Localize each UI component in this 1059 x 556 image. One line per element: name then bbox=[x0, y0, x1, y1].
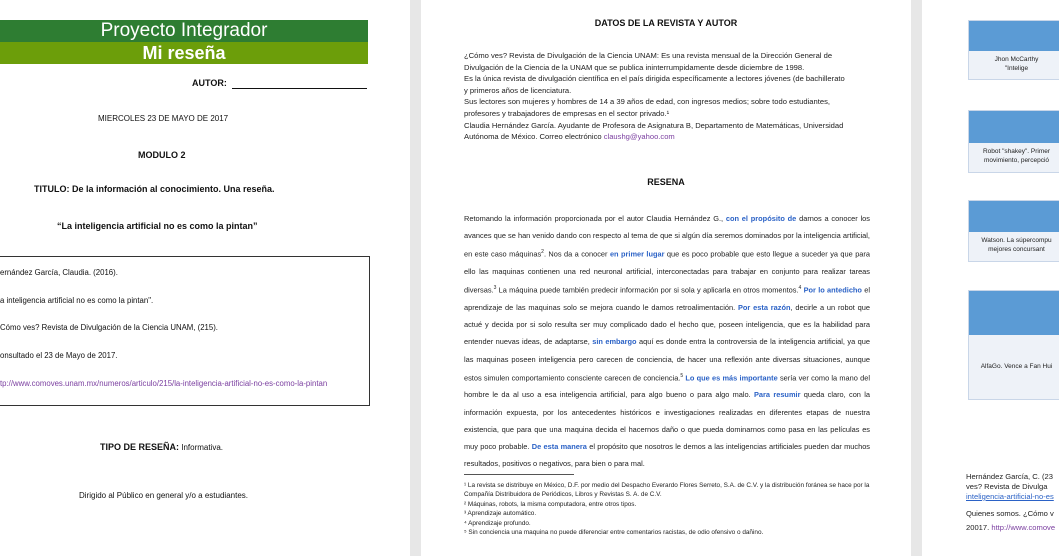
module: MODULO 2 bbox=[138, 150, 186, 160]
review-text: el aprendizaje de las maquinas solo se mejora cuando le damos retroalimentación. bbox=[464, 285, 870, 312]
review-connector: De esta manera bbox=[531, 442, 587, 452]
data-line: ¿Cómo ves? Revista de Divulgación de la Ciencia UNAM: Es una revista mensual de la Dirección General de bbox=[464, 51, 833, 60]
timeline-text: AlfaGo. Vence a Fan Hui bbox=[980, 363, 1053, 370]
footnote-ref: 5 bbox=[680, 372, 684, 379]
review-connector: sin embargo bbox=[592, 337, 637, 347]
timeline-box-header bbox=[969, 111, 1059, 143]
timeline-box bbox=[968, 200, 1059, 262]
data-line: Es la única revista de divulgación científica en el país dirigida específicamente a lectores jóvenes (de bachillerato bbox=[464, 74, 845, 84]
dirigido: Dirigido al Público en general y/o a estudiantes. bbox=[79, 491, 248, 500]
bib-line-1: Hernández García, C. (23 bbox=[966, 472, 1053, 481]
footnote: ³ Aprendizaje automático. bbox=[464, 510, 537, 518]
review-text: Retomando la información proporcionada por el autor Claudia Hernández G., bbox=[464, 214, 726, 223]
timeline-box-header bbox=[969, 201, 1059, 232]
review-connector: Por esta razón bbox=[737, 302, 791, 312]
data-line: profesores y trabajadores de empresas en el sector privado.¹ bbox=[464, 108, 670, 118]
ref-line-1: ernández García, Claudia. (2016). bbox=[0, 268, 118, 277]
quienes-somos: Quienes somos. ¿Cómo v bbox=[966, 509, 1054, 518]
year-prefix: 20017. bbox=[966, 523, 992, 532]
data-line: Sus lectores son mujeres y hombres de 14 a 39 años de edad, con ingresos medios; sobre todo estudiantes, bbox=[464, 97, 830, 107]
titulo bbox=[34, 184, 275, 194]
ref-line-3: Cómo ves? Revista de Divulgación de la Ciencia UNAM, (215). bbox=[0, 323, 218, 332]
timeline-text: movimiento, percepció bbox=[983, 157, 1050, 164]
ref-line-4: onsultado el 23 de Mayo de 2017. bbox=[0, 351, 118, 360]
review-connector: Por lo antedicho bbox=[803, 285, 862, 295]
email-link[interactable]: claushg@yahoo.com bbox=[603, 132, 675, 142]
timeline-box-header bbox=[969, 291, 1059, 335]
review-text: sería ver como la mano del hombre le da al uso a esa inteligencia artificial, para algo bueno o para algo malo. bbox=[464, 373, 870, 400]
review-text: aquí es donde entra la controversia de la inteligencia artificial, ya que las maquinas poseen inteligencia pero carecen de conciencia, de hacer una reflexión ante diversas situaciones, aunque estos simulen comportamiento consciente carecen de conciencia. bbox=[464, 337, 870, 383]
magazine-data bbox=[464, 50, 870, 143]
review-connector: Para resumir bbox=[754, 390, 801, 400]
autor-line bbox=[232, 88, 367, 89]
timeline-text: mejores concursant bbox=[988, 246, 1045, 253]
quote: “La inteligencia artificial no es como la pintan” bbox=[57, 221, 258, 231]
timeline-text: "Intelige bbox=[1004, 65, 1029, 72]
page-2 bbox=[421, 0, 911, 556]
review-body bbox=[464, 210, 870, 472]
review-text: La máquina puede también predecir información por si sola y aplicarla en otros momentos. bbox=[496, 285, 799, 295]
data-heading: DATOS DE LA REVISTA Y AUTOR bbox=[594, 18, 738, 28]
review-text: . Nos da a conocer bbox=[543, 249, 610, 259]
footnote: ² Máquinas, robots, la misma computadora, entre otros tipos. bbox=[464, 500, 637, 508]
page-1 bbox=[0, 0, 410, 556]
timeline-text: Jhon McCarthy bbox=[994, 56, 1039, 63]
footnote: ¹ La revista se distribuye en México, D.F. por medio del Despacho Everardo Flores Serreto, S.A. de C.V. y la distribución foránea se hace por la Compañía Distribuidora de Periódicos, Libros y Revistas S. A. de C.V. bbox=[464, 482, 870, 499]
autor-label: AUTOR: bbox=[192, 78, 227, 88]
footnote-ref: 2 bbox=[541, 249, 544, 256]
footnote: ⁴ Aprendizaje profundo. bbox=[464, 519, 531, 527]
tipo-resena bbox=[100, 442, 223, 452]
titulo-label: TITULO: bbox=[34, 184, 70, 194]
timeline-box-body bbox=[969, 335, 1059, 399]
footnote-separator bbox=[464, 474, 574, 475]
date: MIERCOLES 23 DE MAYO DE 2017 bbox=[98, 114, 229, 123]
timeline-box bbox=[968, 20, 1059, 80]
review-connector: Lo que es más importante bbox=[685, 373, 778, 383]
page-3 bbox=[922, 0, 1059, 556]
data-line: y primeros años de licenciatura. bbox=[464, 85, 572, 95]
titulo-text: De la información al conocimiento. Una reseña. bbox=[69, 184, 275, 194]
email-prefix: Autónoma de México. Correo electrónico bbox=[464, 132, 604, 142]
timeline-box-body bbox=[969, 143, 1059, 172]
tipo-label: TIPO DE RESEÑA: bbox=[100, 442, 180, 452]
review-text: que es poco probable que esto llegue a suceder ya que para ello las maquinas contienen una red neuronal artificial, interconectadas para trabajar en conjunto para realizar tareas diversas. bbox=[464, 249, 870, 295]
tipo-value: Informativa. bbox=[179, 443, 224, 452]
footnote-ref: 4 bbox=[798, 285, 802, 292]
data-line: Divulgación de la Ciencia de la UNAM que se publica ininterrumpidamente desde diciembre de 1998. bbox=[464, 62, 805, 72]
comoves-link[interactable]: http://www.comove bbox=[991, 523, 1056, 532]
footnote: ⁵ Sin conciencia una maquina no puede diferenciar entre comentarios racistas, de odio ofensivo o dañino. bbox=[464, 529, 764, 537]
ref-line-2: a inteligencia artificial no es como la pintan". bbox=[0, 296, 154, 305]
bib-line-2: ves? Revista de Divulga bbox=[966, 482, 1048, 491]
footnote-ref: 3 bbox=[493, 285, 497, 292]
bib-link[interactable]: inteligencia-artificial-no-es bbox=[966, 492, 1054, 501]
review-text: darnos a conocer los avances que se han venido dando con respecto al tema de que si algún día seremos dominados por la inteligencia artificial, en este caso máquinas bbox=[464, 214, 870, 259]
timeline-box-body bbox=[969, 232, 1059, 261]
timeline-text: Robot "shakey". Primer bbox=[982, 148, 1051, 155]
footnotes bbox=[464, 481, 870, 537]
timeline-box bbox=[968, 110, 1059, 173]
review-connector: con el propósito de bbox=[725, 214, 797, 223]
banner-title: Proyecto Integrador bbox=[0, 20, 368, 42]
timeline-text: Watson. La súpercompu bbox=[981, 237, 1052, 244]
review-text: queda claro, con la información expuesta, por los antecedentes históricos e investigaciones realizadas en diferentes etapas de nuestra existencia, que para que una maquina decida el hacernos daño o que pueda dominarnos como pasa en las películas es muy poco probable. bbox=[464, 390, 870, 452]
data-line: Claudia Hernández García. Ayudante de Profesora de Asignatura B, Departamento de Matemáticas, Universidad bbox=[464, 120, 844, 130]
ref-url-link[interactable]: tp://www.comoves.unam.mx/numeros/articulo/215/la-inteligencia-artificial-no-es-como-la-pintan bbox=[0, 379, 328, 388]
data-line bbox=[464, 131, 870, 143]
review-text: , decirle a un robot que actué y decida por si solo resulta ser muy complicado dado el hecho que, poseen inteligencia, que es la habilidad para entender nuevas ideas, de adaptarse, bbox=[464, 302, 870, 347]
timeline-box-header bbox=[969, 21, 1059, 51]
review-heading: RESENA bbox=[647, 177, 685, 187]
timeline-box-body bbox=[969, 51, 1059, 79]
review-connector: en primer lugar bbox=[609, 249, 665, 259]
timeline-box bbox=[968, 290, 1059, 400]
review-text: el propósito que nosotros le demos a las inteligencias artificiales pueden dar muchos resultados, positivos o negativos, para bien o para mal. bbox=[464, 442, 871, 469]
year-line bbox=[966, 523, 1055, 532]
banner-subtitle: Mi reseña bbox=[0, 42, 368, 64]
